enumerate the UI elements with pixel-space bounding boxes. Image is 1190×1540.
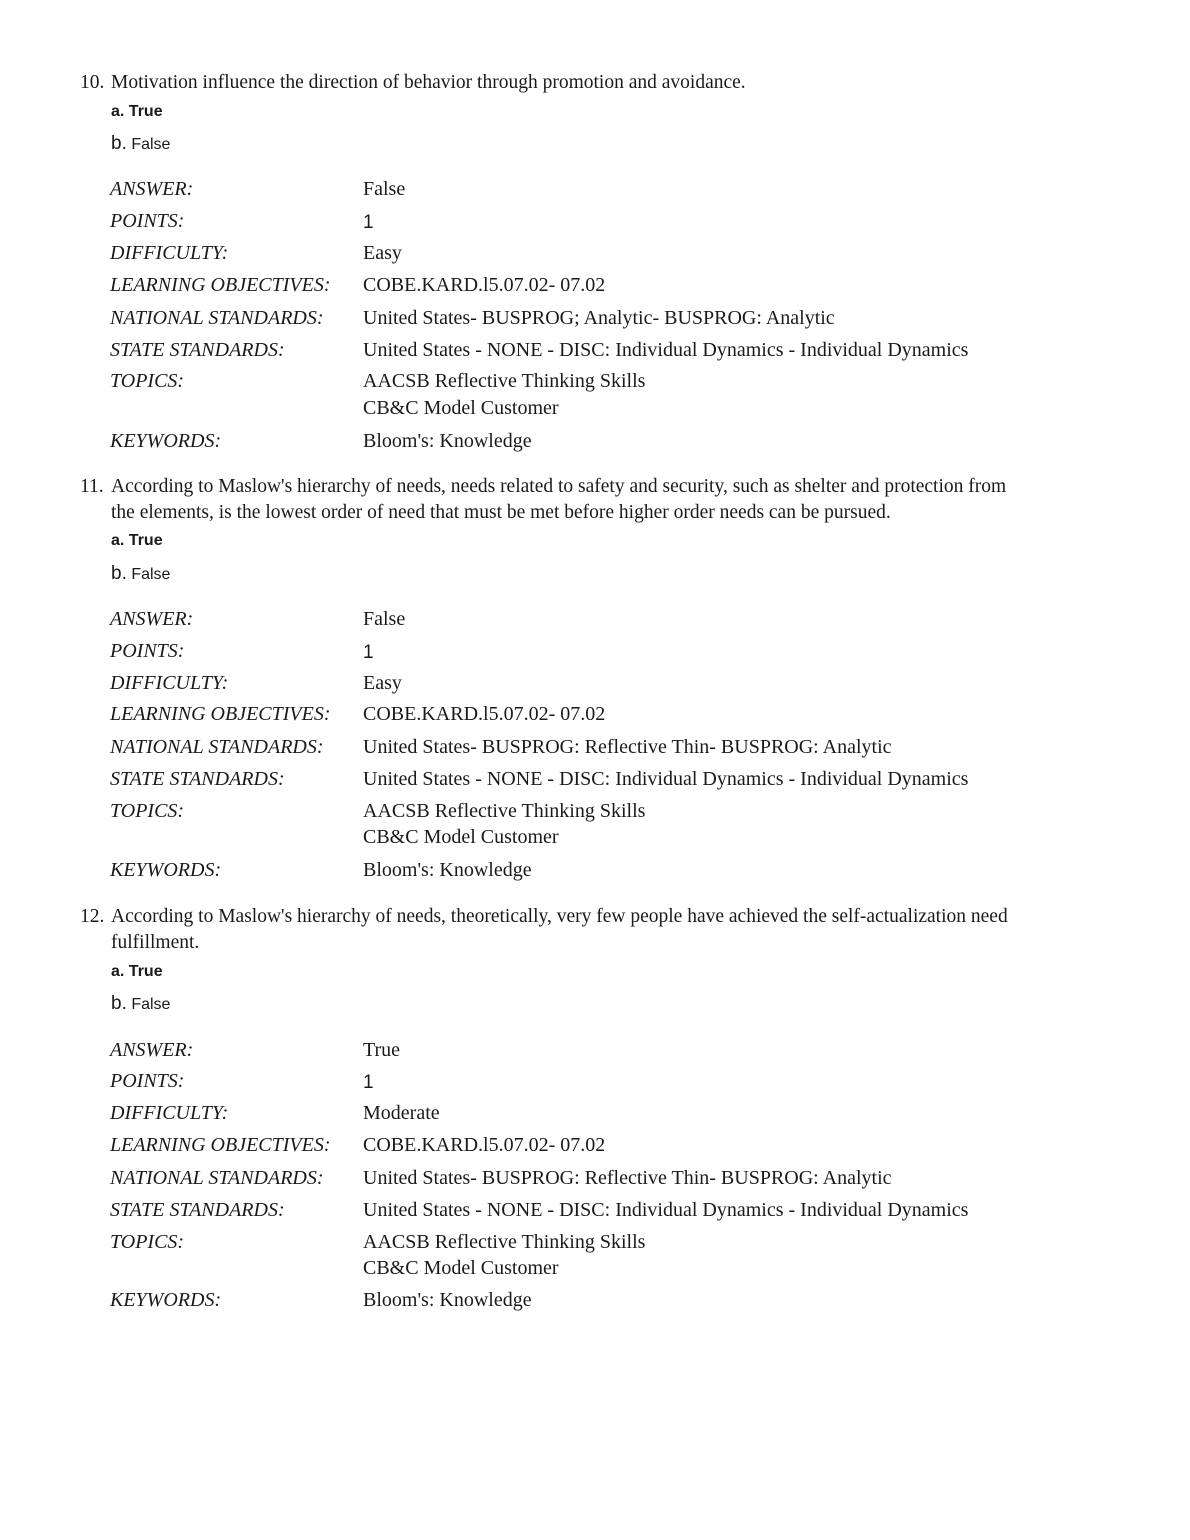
points-value: 1 xyxy=(363,1072,374,1093)
learning-objectives-value: COBE.KARD.l5.07.02- 07.02 xyxy=(363,1134,606,1156)
answer-value: False xyxy=(363,178,406,200)
difficulty-value: Easy xyxy=(363,242,402,264)
choice-b-text: False xyxy=(131,136,171,153)
answer-label: ANSWER: xyxy=(110,1039,194,1061)
national-standards-label: NATIONAL STANDARDS: xyxy=(110,1167,324,1189)
topic-1: AACSB Reflective Thinking Skills xyxy=(363,370,646,392)
topic-2: CB&C Model Customer xyxy=(363,397,559,419)
answer-value: True xyxy=(363,1039,401,1061)
learning-objectives-label: LEARNING OBJECTIVES: xyxy=(110,703,331,725)
learning-objectives-label: LEARNING OBJECTIVES: xyxy=(110,1134,331,1156)
choice-a-prefix: a. xyxy=(111,963,125,980)
difficulty-label: DIFFICULTY: xyxy=(110,672,229,694)
state-standards-value: United States - NONE - DISC: Individual Dynamics - Individual Dynamics xyxy=(363,339,969,361)
keywords-value: Bloom's: Knowledge xyxy=(363,430,532,452)
national-standards-label: NATIONAL STANDARDS: xyxy=(110,736,324,758)
difficulty-label: DIFFICULTY: xyxy=(110,1102,229,1124)
question-stem xyxy=(80,70,1098,96)
choice-a-text: True xyxy=(128,532,163,549)
keywords-value: Bloom's: Knowledge xyxy=(363,859,532,881)
state-standards-label: STATE STANDARDS: xyxy=(110,339,285,361)
choice-b-prefix: b. xyxy=(111,133,127,154)
learning-objectives-value: COBE.KARD.l5.07.02- 07.02 xyxy=(363,274,606,296)
choice-a-prefix: a. xyxy=(111,103,125,120)
learning-objectives-value: COBE.KARD.l5.07.02- 07.02 xyxy=(363,703,606,725)
choice-a-text: True xyxy=(128,103,163,120)
topic-2: CB&C Model Customer xyxy=(363,826,559,848)
national-standards-value: United States- BUSPROG; Analytic- BUSPROG: Analytic xyxy=(363,307,835,329)
answer-label: ANSWER: xyxy=(110,608,194,630)
state-standards-label: STATE STANDARDS: xyxy=(110,768,285,790)
choice-b-text: False xyxy=(131,996,171,1013)
question-text-line1: Motivation influence the direction of behavior through promotion and avoidance. xyxy=(111,72,746,93)
question-stem xyxy=(80,904,1098,956)
difficulty-value: Moderate xyxy=(363,1102,440,1124)
topics-label: TOPICS: xyxy=(110,1231,185,1253)
topic-1: AACSB Reflective Thinking Skills xyxy=(363,800,646,822)
learning-objectives-label: LEARNING OBJECTIVES: xyxy=(110,274,331,296)
points-label: POINTS: xyxy=(110,210,185,232)
topic-2: CB&C Model Customer xyxy=(363,1257,559,1279)
choice-a-prefix: a. xyxy=(111,532,125,549)
points-value: 1 xyxy=(363,642,374,663)
points-value: 1 xyxy=(363,212,374,233)
topic-1: AACSB Reflective Thinking Skills xyxy=(363,1231,646,1253)
question-number: 11. xyxy=(80,476,104,497)
question-number: 10. xyxy=(80,72,105,93)
choice-b-prefix: b. xyxy=(111,563,127,584)
difficulty-value: Easy xyxy=(363,672,402,694)
question-number: 12. xyxy=(80,906,105,927)
keywords-label: KEYWORDS: xyxy=(110,430,222,452)
national-standards-label: NATIONAL STANDARDS: xyxy=(110,307,324,329)
choice-b-prefix: b. xyxy=(111,993,127,1014)
state-standards-value: United States - NONE - DISC: Individual Dynamics - Individual Dynamics xyxy=(363,768,969,790)
answer-label: ANSWER: xyxy=(110,178,194,200)
choice-b-text: False xyxy=(131,566,171,583)
choice-b[interactable] xyxy=(111,993,170,1015)
choice-b[interactable] xyxy=(111,563,170,585)
topics-label: TOPICS: xyxy=(110,800,185,822)
question-text-line1: According to Maslow's hierarchy of needs, needs related to safety and security, such as shelter and protection from xyxy=(111,476,1007,497)
question-stem xyxy=(80,474,1098,526)
choice-a[interactable] xyxy=(111,963,163,981)
difficulty-label: DIFFICULTY: xyxy=(110,242,229,264)
choice-a[interactable] xyxy=(111,103,163,121)
question-text-line2: fulfillment. xyxy=(111,932,200,953)
question-text-line2: the elements, is the lowest order of need that must be met before higher order needs can be pursued. xyxy=(111,502,891,523)
points-label: POINTS: xyxy=(110,640,185,662)
keywords-label: KEYWORDS: xyxy=(110,1289,222,1311)
question-text-line1: According to Maslow's hierarchy of needs, theoretically, very few people have achieved the self-actualization need xyxy=(111,906,1008,927)
state-standards-label: STATE STANDARDS: xyxy=(110,1199,285,1221)
national-standards-value: United States- BUSPROG: Reflective Thin- BUSPROG: Analytic xyxy=(363,736,892,758)
keywords-label: KEYWORDS: xyxy=(110,859,222,881)
choice-b[interactable] xyxy=(111,133,170,155)
choice-a-text: True xyxy=(128,963,163,980)
answer-value: False xyxy=(363,608,406,630)
points-label: POINTS: xyxy=(110,1070,185,1092)
keywords-value: Bloom's: Knowledge xyxy=(363,1289,532,1311)
national-standards-value: United States- BUSPROG: Reflective Thin- BUSPROG: Analytic xyxy=(363,1167,892,1189)
topics-label: TOPICS: xyxy=(110,370,185,392)
state-standards-value: United States - NONE - DISC: Individual Dynamics - Individual Dynamics xyxy=(363,1199,969,1221)
choice-a[interactable] xyxy=(111,532,163,550)
